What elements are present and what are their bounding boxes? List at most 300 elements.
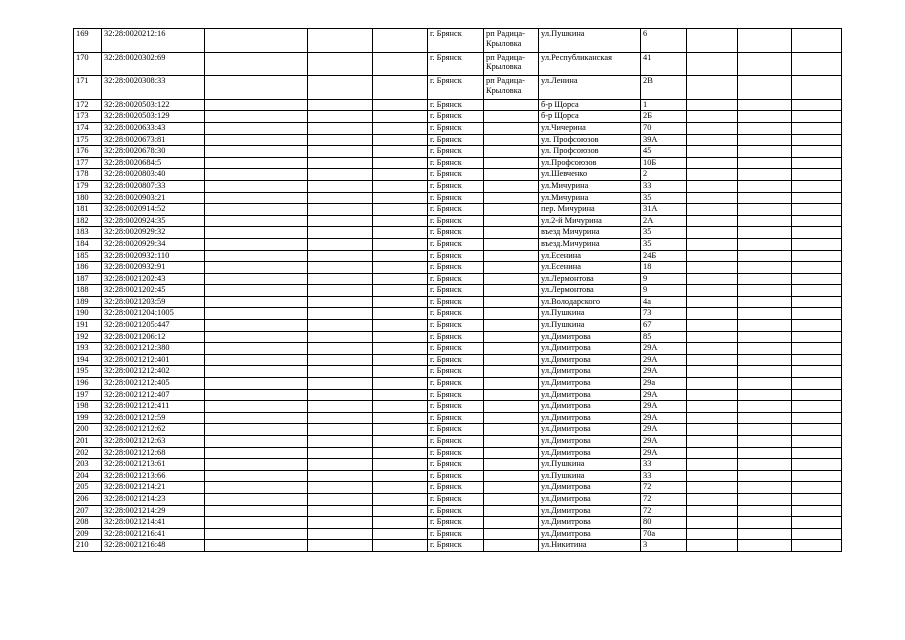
cadastral-number-cell: 32:28:0021212:405 [102, 378, 205, 390]
empty-cell [373, 296, 428, 308]
settlement-cell [484, 180, 539, 192]
cadastral-number-cell: 32:28:0020932:91 [102, 262, 205, 274]
settlement-cell [484, 517, 539, 529]
empty-cell [373, 436, 428, 448]
city-cell: г. Брянск [428, 250, 484, 262]
empty-cell [373, 343, 428, 355]
settlement-cell [484, 459, 539, 471]
empty-cell [373, 169, 428, 181]
row-number-cell: 184 [74, 238, 102, 250]
table-row [74, 250, 842, 262]
settlement-cell [484, 134, 539, 146]
empty-cell [792, 343, 842, 355]
city-cell: г. Брянск [428, 296, 484, 308]
street-cell: ул.Есенина [539, 262, 641, 274]
empty-cell [308, 308, 373, 320]
row-number-cell: 174 [74, 122, 102, 134]
house-number-cell: 9 [641, 285, 687, 297]
settlement-cell [484, 470, 539, 482]
table-row [74, 192, 842, 204]
empty-cell [792, 528, 842, 540]
empty-cell [373, 493, 428, 505]
empty-cell [308, 204, 373, 216]
empty-cell [738, 111, 792, 123]
settlement-cell [484, 227, 539, 239]
settlement-cell [484, 424, 539, 436]
cadastral-number-cell: 32:28:0020633:43 [102, 122, 205, 134]
row-number-cell: 190 [74, 308, 102, 320]
house-number-cell: 72 [641, 493, 687, 505]
empty-cell [205, 180, 308, 192]
row-number-cell: 200 [74, 424, 102, 436]
empty-cell [687, 180, 738, 192]
city-cell: г. Брянск [428, 528, 484, 540]
empty-cell [308, 343, 373, 355]
street-cell: б-р Щорса [539, 99, 641, 111]
empty-cell [738, 169, 792, 181]
table-row [74, 493, 842, 505]
city-cell: г. Брянск [428, 459, 484, 471]
street-cell: ул.2-й Мичурина [539, 215, 641, 227]
table-row [74, 99, 842, 111]
settlement-cell [484, 354, 539, 366]
empty-cell [205, 273, 308, 285]
empty-cell [792, 169, 842, 181]
table-row [74, 169, 842, 181]
street-cell: ул.Димитрова [539, 401, 641, 413]
settlement-cell [484, 331, 539, 343]
row-number-cell: 172 [74, 99, 102, 111]
empty-cell [308, 157, 373, 169]
cadastral-number-cell: 32:28:0020929:34 [102, 238, 205, 250]
house-number-cell: 2 [641, 169, 687, 181]
empty-cell [687, 482, 738, 494]
empty-cell [308, 250, 373, 262]
house-number-cell: 29А [641, 354, 687, 366]
empty-cell [792, 250, 842, 262]
cadastral-number-cell: 32:28:0021206:12 [102, 331, 205, 343]
table-row [74, 215, 842, 227]
street-cell: ул.Пушкина [539, 470, 641, 482]
empty-cell [687, 401, 738, 413]
row-number-cell: 175 [74, 134, 102, 146]
house-number-cell: 33 [641, 180, 687, 192]
empty-cell [738, 470, 792, 482]
table-row [74, 459, 842, 471]
house-number-cell: 29А [641, 447, 687, 459]
table-row [74, 343, 842, 355]
cadastral-number-cell: 32:28:0020308:33 [102, 76, 205, 100]
table-row [74, 29, 842, 53]
empty-cell [308, 528, 373, 540]
empty-cell [792, 378, 842, 390]
city-cell: г. Брянск [428, 180, 484, 192]
city-cell: г. Брянск [428, 354, 484, 366]
empty-cell [205, 540, 308, 552]
empty-cell [738, 436, 792, 448]
empty-cell [205, 215, 308, 227]
row-number-cell: 181 [74, 204, 102, 216]
empty-cell [738, 517, 792, 529]
empty-cell [205, 424, 308, 436]
row-number-cell: 177 [74, 157, 102, 169]
empty-cell [308, 227, 373, 239]
empty-cell [687, 296, 738, 308]
empty-cell [308, 76, 373, 100]
city-cell: г. Брянск [428, 482, 484, 494]
settlement-cell [484, 412, 539, 424]
empty-cell [308, 29, 373, 53]
row-number-cell: 169 [74, 29, 102, 53]
empty-cell [792, 493, 842, 505]
empty-cell [205, 493, 308, 505]
empty-cell [738, 308, 792, 320]
empty-cell [792, 389, 842, 401]
empty-cell [373, 227, 428, 239]
settlement-cell [484, 447, 539, 459]
street-cell: ул.Пушкина [539, 308, 641, 320]
empty-cell [738, 343, 792, 355]
cadastral-number-cell: 32:28:0021212:62 [102, 424, 205, 436]
empty-cell [373, 528, 428, 540]
empty-cell [792, 273, 842, 285]
row-number-cell: 201 [74, 436, 102, 448]
empty-cell [687, 238, 738, 250]
empty-cell [738, 122, 792, 134]
empty-cell [792, 111, 842, 123]
table-row [74, 424, 842, 436]
house-number-cell: 29А [641, 343, 687, 355]
empty-cell [205, 111, 308, 123]
cadastral-number-cell: 32:28:0021202:43 [102, 273, 205, 285]
empty-cell [738, 505, 792, 517]
city-cell: г. Брянск [428, 517, 484, 529]
empty-cell [792, 192, 842, 204]
empty-cell [308, 505, 373, 517]
city-cell: г. Брянск [428, 308, 484, 320]
empty-cell [205, 29, 308, 53]
empty-cell [373, 52, 428, 76]
empty-cell [687, 470, 738, 482]
empty-cell [373, 99, 428, 111]
table-row [74, 285, 842, 297]
empty-cell [687, 262, 738, 274]
city-cell: г. Брянск [428, 331, 484, 343]
empty-cell [308, 180, 373, 192]
empty-cell [373, 29, 428, 53]
table-row [74, 320, 842, 332]
empty-cell [687, 331, 738, 343]
row-number-cell: 205 [74, 482, 102, 494]
empty-cell [792, 436, 842, 448]
row-number-cell: 182 [74, 215, 102, 227]
house-number-cell: 29А [641, 366, 687, 378]
row-number-cell: 183 [74, 227, 102, 239]
empty-cell [792, 204, 842, 216]
table-row [74, 238, 842, 250]
empty-cell [205, 331, 308, 343]
settlement-cell [484, 308, 539, 320]
settlement-cell [484, 262, 539, 274]
cadastral-number-cell: 32:28:0021214:29 [102, 505, 205, 517]
street-cell: ул. Профсоюзов [539, 146, 641, 158]
house-number-cell: 33 [641, 470, 687, 482]
empty-cell [792, 320, 842, 332]
table-row [74, 389, 842, 401]
city-cell: г. Брянск [428, 262, 484, 274]
empty-cell [205, 99, 308, 111]
empty-cell [687, 389, 738, 401]
row-number-cell: 193 [74, 343, 102, 355]
empty-cell [687, 227, 738, 239]
empty-cell [738, 99, 792, 111]
row-number-cell: 189 [74, 296, 102, 308]
empty-cell [792, 331, 842, 343]
empty-cell [308, 331, 373, 343]
city-cell: г. Брянск [428, 378, 484, 390]
empty-cell [205, 343, 308, 355]
cadastral-number-cell: 32:28:0021202:45 [102, 285, 205, 297]
empty-cell [308, 192, 373, 204]
house-number-cell: 3 [641, 540, 687, 552]
row-number-cell: 180 [74, 192, 102, 204]
empty-cell [792, 122, 842, 134]
empty-cell [792, 285, 842, 297]
empty-cell [687, 505, 738, 517]
empty-cell [687, 285, 738, 297]
cadastral-number-cell: 32:28:0021213:66 [102, 470, 205, 482]
cadastral-number-cell: 32:28:0021216:48 [102, 540, 205, 552]
empty-cell [205, 401, 308, 413]
empty-cell [792, 296, 842, 308]
empty-cell [373, 308, 428, 320]
empty-cell [738, 482, 792, 494]
table-row [74, 528, 842, 540]
empty-cell [687, 424, 738, 436]
empty-cell [308, 378, 373, 390]
table-row [74, 180, 842, 192]
city-cell: г. Брянск [428, 111, 484, 123]
city-cell: г. Брянск [428, 470, 484, 482]
row-number-cell: 171 [74, 76, 102, 100]
empty-cell [687, 378, 738, 390]
empty-cell [792, 517, 842, 529]
empty-cell [373, 215, 428, 227]
empty-cell [373, 424, 428, 436]
cadastral-number-cell: 32:28:0020803:40 [102, 169, 205, 181]
empty-cell [308, 540, 373, 552]
street-cell: б-р Щорса [539, 111, 641, 123]
empty-cell [373, 76, 428, 100]
city-cell: г. Брянск [428, 52, 484, 76]
cadastral-number-cell: 32:28:0020807:33 [102, 180, 205, 192]
street-cell: ул.Димитрова [539, 412, 641, 424]
empty-cell [205, 285, 308, 297]
empty-cell [687, 169, 738, 181]
empty-cell [738, 285, 792, 297]
street-cell: ул.Димитрова [539, 424, 641, 436]
empty-cell [738, 320, 792, 332]
empty-cell [687, 412, 738, 424]
empty-cell [373, 122, 428, 134]
settlement-cell [484, 296, 539, 308]
row-number-cell: 202 [74, 447, 102, 459]
empty-cell [205, 192, 308, 204]
empty-cell [373, 354, 428, 366]
cadastral-number-cell: 32:28:0020924:35 [102, 215, 205, 227]
empty-cell [687, 134, 738, 146]
row-number-cell: 176 [74, 146, 102, 158]
cadastral-number-cell: 32:28:0021214:23 [102, 493, 205, 505]
table-row [74, 540, 842, 552]
row-number-cell: 199 [74, 412, 102, 424]
empty-cell [308, 493, 373, 505]
empty-cell [205, 389, 308, 401]
empty-cell [373, 459, 428, 471]
city-cell: г. Брянск [428, 76, 484, 100]
empty-cell [373, 204, 428, 216]
table-row [74, 262, 842, 274]
empty-cell [308, 169, 373, 181]
settlement-cell: рп Радица-Крыловка [484, 29, 539, 53]
empty-cell [373, 238, 428, 250]
empty-cell [738, 76, 792, 100]
city-cell: г. Брянск [428, 436, 484, 448]
empty-cell [205, 262, 308, 274]
cadastral-number-cell: 32:28:0020678:30 [102, 146, 205, 158]
empty-cell [308, 482, 373, 494]
empty-cell [308, 412, 373, 424]
house-number-cell: 2В [641, 76, 687, 100]
row-number-cell: 195 [74, 366, 102, 378]
house-number-cell: 29А [641, 424, 687, 436]
table-body [74, 29, 842, 552]
cadastral-number-cell: 32:28:0020302:69 [102, 52, 205, 76]
empty-cell [205, 436, 308, 448]
empty-cell [205, 296, 308, 308]
empty-cell [308, 52, 373, 76]
city-cell: г. Брянск [428, 285, 484, 297]
settlement-cell [484, 320, 539, 332]
row-number-cell: 179 [74, 180, 102, 192]
row-number-cell: 185 [74, 250, 102, 262]
empty-cell [205, 227, 308, 239]
street-cell: ул.Республиканская [539, 52, 641, 76]
settlement-cell [484, 111, 539, 123]
empty-cell [373, 331, 428, 343]
cadastral-number-cell: 32:28:0021205:447 [102, 320, 205, 332]
empty-cell [373, 157, 428, 169]
empty-cell [738, 493, 792, 505]
empty-cell [308, 134, 373, 146]
empty-cell [373, 320, 428, 332]
empty-cell [687, 76, 738, 100]
empty-cell [738, 389, 792, 401]
empty-cell [373, 111, 428, 123]
settlement-cell [484, 250, 539, 262]
settlement-cell [484, 99, 539, 111]
settlement-cell [484, 122, 539, 134]
cadastral-number-cell: 32:28:0020503:122 [102, 99, 205, 111]
empty-cell [687, 204, 738, 216]
cadastral-number-cell: 32:28:0021212:411 [102, 401, 205, 413]
row-number-cell: 210 [74, 540, 102, 552]
cadastral-number-cell: 32:28:0021204:1005 [102, 308, 205, 320]
empty-cell [687, 99, 738, 111]
empty-cell [205, 482, 308, 494]
empty-cell [205, 366, 308, 378]
city-cell: г. Брянск [428, 424, 484, 436]
street-cell: въезд Мичурина [539, 227, 641, 239]
empty-cell [205, 308, 308, 320]
empty-cell [792, 52, 842, 76]
empty-cell [792, 157, 842, 169]
empty-cell [792, 238, 842, 250]
house-number-cell: 31А [641, 204, 687, 216]
empty-cell [738, 528, 792, 540]
empty-cell [373, 412, 428, 424]
empty-cell [792, 505, 842, 517]
cadastral-number-cell: 32:28:0020503:129 [102, 111, 205, 123]
city-cell: г. Брянск [428, 389, 484, 401]
street-cell: ул.Мичурина [539, 180, 641, 192]
empty-cell [738, 296, 792, 308]
empty-cell [308, 122, 373, 134]
city-cell: г. Брянск [428, 366, 484, 378]
empty-cell [792, 424, 842, 436]
empty-cell [373, 134, 428, 146]
street-cell: ул.Мичурина [539, 192, 641, 204]
city-cell: г. Брянск [428, 505, 484, 517]
empty-cell [308, 320, 373, 332]
empty-cell [687, 215, 738, 227]
cadastral-number-cell: 32:28:0021212:68 [102, 447, 205, 459]
city-cell: г. Брянск [428, 204, 484, 216]
settlement-cell [484, 366, 539, 378]
empty-cell [738, 540, 792, 552]
city-cell: г. Брянск [428, 401, 484, 413]
row-number-cell: 198 [74, 401, 102, 413]
empty-cell [687, 122, 738, 134]
house-number-cell: 35 [641, 192, 687, 204]
empty-cell [308, 215, 373, 227]
row-number-cell: 203 [74, 459, 102, 471]
cadastral-number-cell: 32:28:0021212:402 [102, 366, 205, 378]
city-cell: г. Брянск [428, 273, 484, 285]
cadastral-number-cell: 32:28:0020684:5 [102, 157, 205, 169]
empty-cell [687, 528, 738, 540]
house-number-cell: 39А [641, 134, 687, 146]
table-row [74, 134, 842, 146]
city-cell: г. Брянск [428, 540, 484, 552]
house-number-cell: 29А [641, 412, 687, 424]
cadastral-number-cell: 32:28:0020673:81 [102, 134, 205, 146]
city-cell: г. Брянск [428, 29, 484, 53]
street-cell: ул.Володарского [539, 296, 641, 308]
empty-cell [792, 76, 842, 100]
empty-cell [687, 52, 738, 76]
empty-cell [792, 412, 842, 424]
empty-cell [308, 273, 373, 285]
empty-cell [373, 389, 428, 401]
empty-cell [205, 354, 308, 366]
table-row [74, 412, 842, 424]
city-cell: г. Брянск [428, 493, 484, 505]
street-cell: ул.Димитрова [539, 331, 641, 343]
row-number-cell: 187 [74, 273, 102, 285]
empty-cell [792, 482, 842, 494]
house-number-cell: 10Б [641, 157, 687, 169]
